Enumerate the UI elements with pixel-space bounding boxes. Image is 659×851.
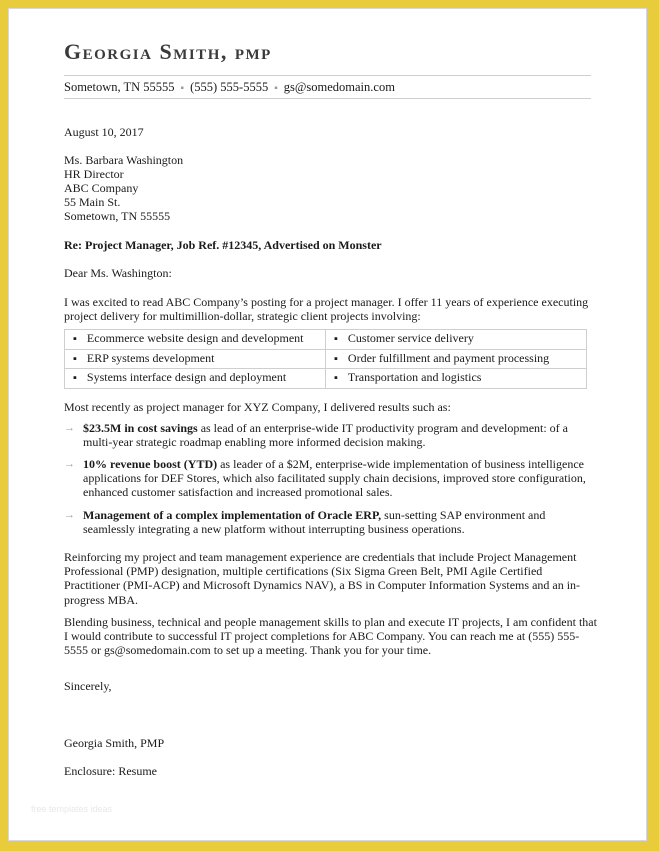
skill-item: ▪ Order fulfillment and payment processing [326,349,587,369]
achievement-highlight: 10% revenue boost (YTD) [83,457,218,471]
separator-icon: ▪ [180,83,185,94]
table-row [65,349,587,369]
closing-paragraph: Blending business, technical and people management skills to plan and execute IT projects, I am confident that I would contribute to successful IT project completions for ABC Company. You can reach me at (555) 555-5555 or gs@somedomain.com to set up a meeting. Thank you for your time. [64,615,597,658]
sender-city: Sometown, TN 55555 [64,80,175,94]
achievement-text: sun-setting SAP environment and seamlessly integrating a new platform without interrupting business operations. [83,508,546,537]
skills-table [64,329,587,389]
signoff: Sincerely, [64,679,112,693]
achievement-text: as leader of a $2M, enterprise-wide implementation of business intelligence applications for DEF Stores, which also facilitated supply chain decisions, improved store configuration, enhanced customer satisfaction and increased promotional sales. [83,457,586,500]
table-row [65,330,587,350]
achievement-highlight: Management of a complex implementation of Oracle ERP, [83,508,382,522]
sender-email: gs@somedomain.com [283,80,395,94]
recipient-name: Ms. Barbara Washington [64,153,184,167]
skill-item: ▪ Systems interface design and deployment [65,369,326,389]
signature-name: Georgia Smith, PMP [64,736,165,750]
letter-page [8,8,647,841]
sender-name: Georgia Smith, pmp [64,39,272,64]
achievement-text: as lead of an enterprise-wide IT productivity program and development: of a multi-year strategic roadmap enabling more informed decision making. [83,421,569,450]
achievement-highlight: $23.5M in cost savings [83,421,198,435]
arrow-icon: → [64,422,75,434]
recipient-title: HR Director [64,167,124,181]
achievement-item [64,421,589,449]
skill-item: ▪ ERP systems development [65,349,326,369]
results-intro: Most recently as project manager for XYZ Company, I delivered results such as: [64,400,451,414]
arrow-icon: → [64,458,75,470]
achievement-item [64,457,589,500]
contact-line [64,75,591,99]
skill-item: ▪ Ecommerce website design and development [65,330,326,350]
table-row [65,369,587,389]
separator-icon: ▪ [274,83,278,94]
subject-line: Re: Project Manager, Job Ref. #12345, Advertised on Monster [64,238,382,252]
recipient-city: Sometown, TN 55555 [64,209,171,223]
credentials-paragraph: Reinforcing my project and team management experience are credentials that include Project Management Professional (PMP) designation, multiple certifications (Six Sigma Green Belt, PMI Agile Certified Practitioner (PMI-ACP) and Microsoft Dynamics NAV), a BS in Computer Information Systems and an in-progress MBA. [64,550,581,607]
watermark: free templates ideas [31,804,113,814]
enclosure-line: Enclosure: Resume [64,764,157,778]
achievement-item [64,508,589,536]
intro-paragraph: I was excited to read ABC Company’s posting for a project manager. I offer 11 years of experience executing project delivery for multimillion-dollar, strategic client projects involving: [64,295,589,324]
letter-date: August 10, 2017 [64,125,144,139]
salutation: Dear Ms. Washington: [64,266,172,280]
sender-phone: (555) 555-5555 [190,80,269,94]
skill-item: ▪ Customer service delivery [326,330,587,350]
arrow-icon: → [64,509,75,521]
recipient-company: ABC Company [64,181,139,195]
skill-item: ▪ Transportation and logistics [326,369,587,389]
recipient-street: 55 Main St. [64,195,121,209]
